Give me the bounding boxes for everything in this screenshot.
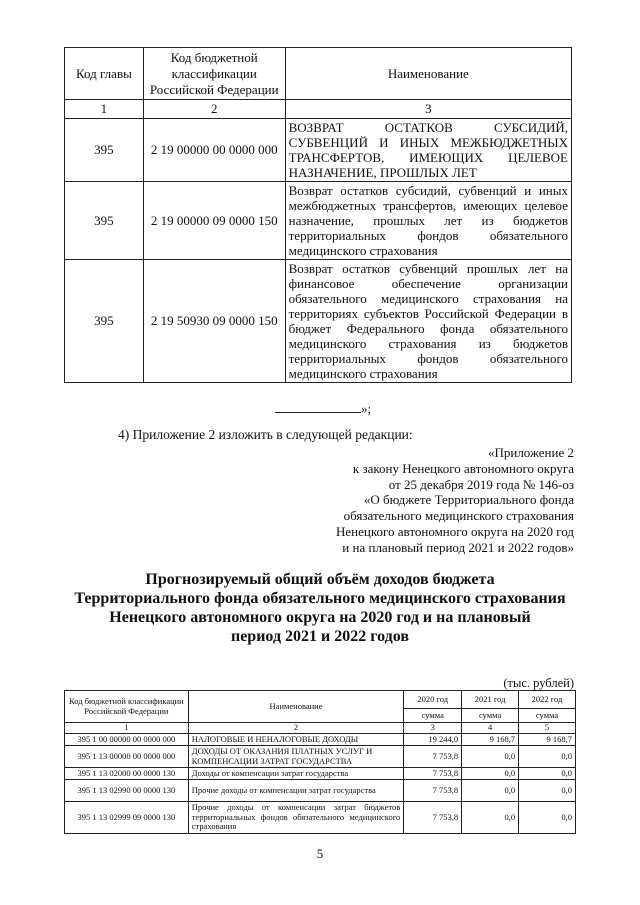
classification-code: 2 19 50930 09 0000 150: [143, 260, 285, 383]
row-name: НАЛОГОВЫЕ И НЕНАЛОГОВЫЕ ДОХОДЫ: [188, 734, 404, 746]
header-chapter-code: Код главы: [65, 48, 144, 100]
chapter-code: 395: [65, 119, 144, 182]
appendix-line: и на плановый период 2021 и 2022 годов»: [342, 539, 574, 555]
table-row: [65, 780, 576, 802]
appendix-line: «Приложение 2: [487, 445, 574, 460]
row-name: Доходы от компенсации затрат государства: [188, 768, 404, 780]
value-2021: 0,0: [462, 768, 519, 780]
blank-underline: [275, 402, 361, 413]
col-number: 1: [65, 100, 144, 119]
row-name: ДОХОДЫ ОТ ОКАЗАНИЯ ПЛАТНЫХ УСЛУГ И КОМПЕНСАЦИИ ЗАТРАТ ГОСУДАРСТВА: [188, 746, 404, 768]
value-2022: 0,0: [519, 780, 576, 802]
row-name: Возврат остатков субвенций прошлых лет на финансовое обеспечение организации обязательного медицинского страхования на территориях субъектов Российской Федерации в бюджет Федерального фонда обязательного медицинского страхования из бюджетов территориальных фондов обязательного медицинского страхования: [285, 260, 571, 383]
col-number: 2: [143, 100, 285, 119]
appendix-line: от 25 декабря 2019 года № 146-оз: [388, 476, 574, 492]
appendix-line: Ненецкого автономного округа на 2020 год: [336, 523, 574, 539]
classification-code: 395 1 00 00000 00 0000 000: [65, 734, 189, 746]
col-number: 3: [285, 100, 571, 119]
title-line: период 2021 и 2022 годов: [230, 628, 410, 645]
document-title: [60, 570, 580, 646]
value-2022: 0,0: [519, 802, 576, 834]
row-name: Возврат остатков субсидий, субвенций и иных межбюджетных трансфертов, имеющих целевое назначение, прошлых лет из бюджетов территориальных фондов обязательного медицинского страхования: [285, 182, 571, 260]
row-name: Прочие доходы от компенсации затрат государства: [188, 780, 404, 802]
table-row: [65, 802, 576, 834]
value-2020: 7 753,8: [404, 746, 462, 768]
table-row: [65, 746, 576, 768]
header-name: Наименование: [188, 691, 404, 723]
value-2021: 9 168,7: [462, 734, 519, 746]
value-2022: 0,0: [519, 768, 576, 780]
closing-blank-line: [275, 401, 371, 417]
col-number: 5: [519, 723, 576, 734]
title-line: Территориального фонда обязательного медицинского страхования: [74, 590, 566, 607]
table-row: [65, 119, 572, 182]
header-year-2021: 2021 год: [462, 691, 519, 709]
title-line: Прогнозируемый общий объём доходов бюджета: [145, 571, 495, 588]
table-row: [65, 768, 576, 780]
chapter-code: 395: [65, 260, 144, 383]
revenue-table: [64, 690, 576, 834]
col-number: 4: [462, 723, 519, 734]
value-2020: 7 753,8: [404, 802, 462, 834]
row-name: Прочие доходы от компенсации затрат бюджетов территориальных фондов обязательного медицинского страхования: [188, 802, 404, 834]
appendix-line: обязательного медицинского страхования: [343, 508, 574, 524]
header-name: Наименование: [285, 48, 571, 100]
appendix-line: «О бюджете Территориального фонда: [363, 492, 574, 508]
chapter-code: 395: [65, 182, 144, 260]
col-number: 1: [65, 723, 189, 734]
amendment-paragraph: 4) Приложение 2 изложить в следующей редакции:: [118, 427, 413, 442]
classification-code: 395 1 13 02999 09 0000 130: [65, 802, 189, 834]
value-2021: 0,0: [462, 746, 519, 768]
header-sum: сумма: [404, 709, 462, 723]
appendix-line: к закону Ненецкого автономного округа: [352, 460, 574, 476]
value-2022: 0,0: [519, 746, 576, 768]
classification-code: 395 1 13 02990 00 0000 130: [65, 780, 189, 802]
classification-code: 395 1 13 02000 00 0000 130: [65, 768, 189, 780]
classification-code: 395 1 13 00000 00 0000 000: [65, 746, 189, 768]
col-number: 3: [404, 723, 462, 734]
value-2020: 19 244,0: [404, 734, 462, 746]
classification-code: 2 19 00000 00 0000 000: [143, 119, 285, 182]
page-number: 5: [316, 846, 324, 861]
closing-mark: »;: [361, 401, 372, 416]
table-row: [65, 260, 572, 383]
budget-codes-table: [64, 47, 572, 383]
value-2021: 0,0: [462, 802, 519, 834]
header-classification-code: Код бюджетной классификации Российской Федерации: [143, 48, 285, 100]
value-2022: 9 168,7: [519, 734, 576, 746]
header-sum: сумма: [462, 709, 519, 723]
header-year-2020: 2020 год: [404, 691, 462, 709]
value-2021: 0,0: [462, 780, 519, 802]
table-row: [65, 182, 572, 260]
header-sum: сумма: [519, 709, 576, 723]
title-line: Ненецкого автономного округа на 2020 год и на плановый: [109, 609, 531, 626]
header-year-2022: 2022 год: [519, 691, 576, 709]
value-2020: 7 753,8: [404, 780, 462, 802]
table-row: [65, 734, 576, 746]
appendix-header: [336, 445, 574, 556]
row-name: ВОЗВРАТ ОСТАТКОВ СУБСИДИЙ, СУБВЕНЦИЙ И ИНЫХ МЕЖБЮДЖЕТНЫХ ТРАНСФЕРТОВ, ИМЕЮЩИХ ЦЕЛЕВОЕ НАЗНАЧЕНИЕ, ПРОШЛЫХ ЛЕТ: [285, 119, 571, 182]
units-label: (тыс. рублей): [503, 676, 574, 690]
classification-code: 2 19 00000 09 0000 150: [143, 182, 285, 260]
value-2020: 7 753,8: [404, 768, 462, 780]
col-number: 2: [188, 723, 404, 734]
header-classification-code: Код бюджетной классификации Российской Федерации: [65, 691, 189, 723]
